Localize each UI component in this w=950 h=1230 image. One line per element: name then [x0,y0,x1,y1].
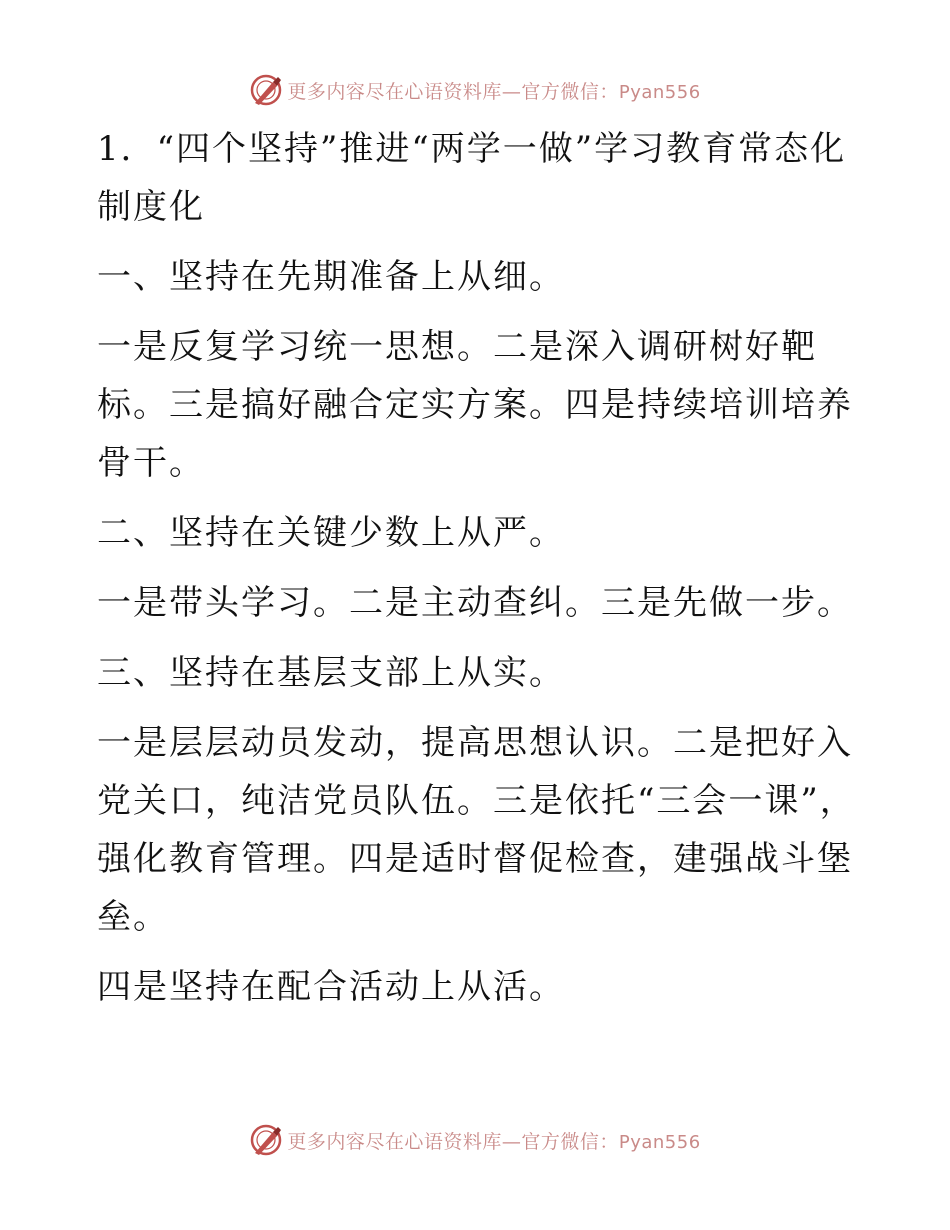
section-heading-1: 一、坚持在先期准备上从细。 [97,257,565,297]
section-heading-4: 四是坚持在配合活动上从活。 [97,967,565,1007]
watermark-text: 更多内容尽在心语资料库—官方微信：Pyan556 [287,1130,701,1153]
document-body [97,120,857,1028]
section-heading-2: 二、坚持在关键少数上从严。 [97,513,565,553]
heading-main: 1．“四个坚持”推进“两学一做”学习教育常态化制度化 [97,129,847,227]
watermark-wechat-id: Pyan556 [618,1131,701,1153]
paragraph-1: 一是反复学习统一思想。二是深入调研树好靶标。三是搞好融合定实方案。四是持续培训培养骨干。 [97,327,853,483]
pen-logo-icon [249,1123,283,1157]
paragraph-2: 一是带头学习。二是主动查纠。三是先做一步。 [97,583,853,623]
watermark-wechat-id: Pyan556 [618,81,701,103]
watermark-text: 更多内容尽在心语资料库—官方微信：Pyan556 [287,80,701,103]
paragraph-3: 一是层层动员发动，提高思想认识。二是把好入党关口，纯洁党员队伍。三是依托“三会一课”，强化教育管理。四是适时督促检查，建强战斗堡垒。 [97,723,856,937]
header-watermark [0,70,950,110]
section-heading-3: 三、坚持在基层支部上从实。 [97,653,565,693]
pen-logo-icon [249,73,283,107]
footer-watermark [0,1120,950,1160]
